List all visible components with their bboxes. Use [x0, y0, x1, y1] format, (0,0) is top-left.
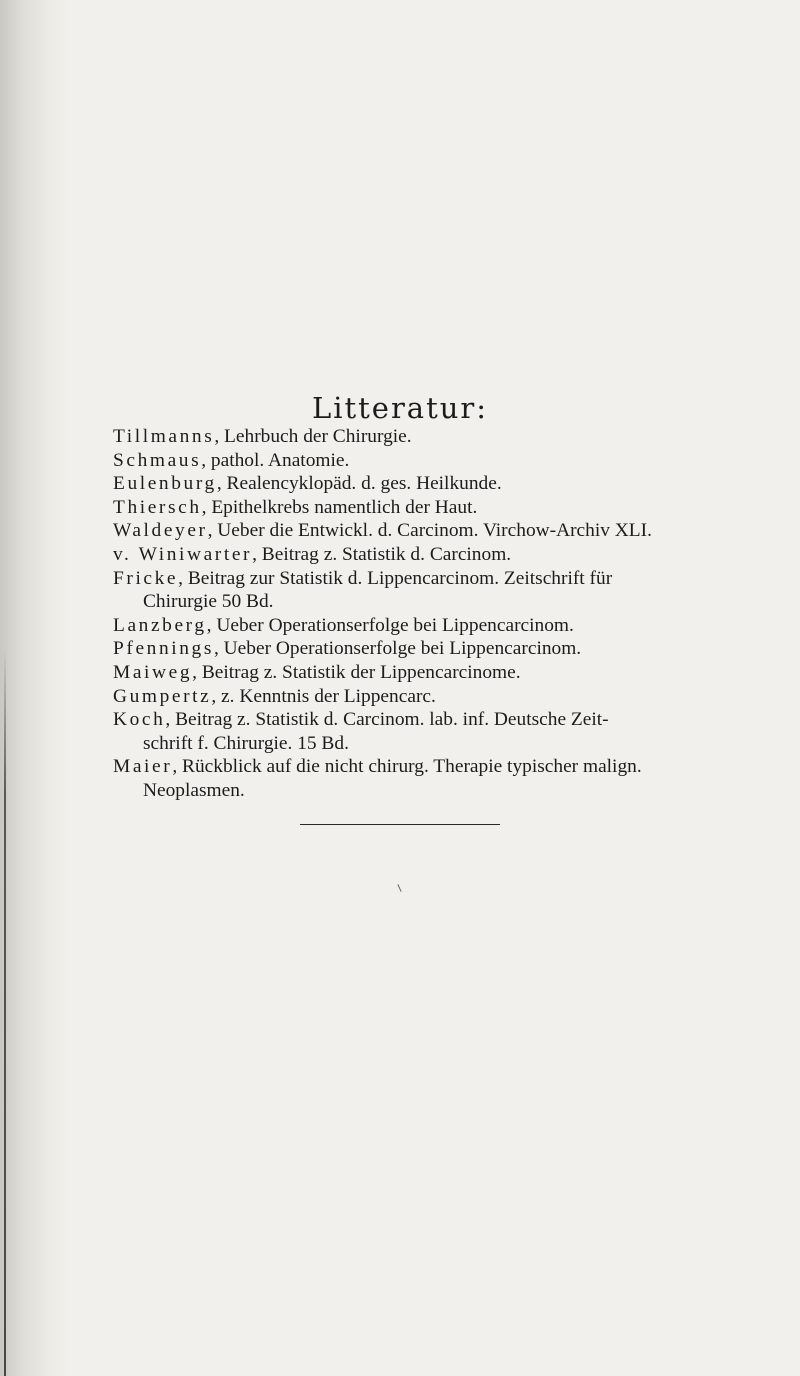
reference-item — [113, 567, 713, 614]
reference-author: Schmaus — [113, 449, 202, 471]
reference-author: v. Winiwarter — [113, 543, 253, 565]
page-edge-shadow — [0, 0, 70, 1376]
reference-text: , Ueber Operationserfolge bei Lippencarcinom. — [206, 614, 574, 636]
page-title: Litteratur: — [311, 391, 489, 426]
reference-list — [113, 425, 713, 803]
reference-item — [113, 519, 713, 543]
binding-edge — [4, 650, 6, 1376]
reference-author: Fricke — [113, 567, 179, 589]
reference-author: Maiweg — [113, 661, 193, 683]
reference-author: Koch — [113, 709, 166, 731]
reference-author: Maier — [113, 756, 173, 778]
reference-item — [113, 425, 713, 449]
reference-text: , Rückblick auf die nicht chirurg. Therapie typischer malign. — [172, 756, 642, 778]
reference-text: , Realencyklopäd. d. ges. Heilkunde. — [216, 473, 502, 495]
reference-author: Gumpertz — [113, 685, 212, 707]
reference-continuation: schrift f. Chirurgie. 15 Bd. — [143, 732, 349, 754]
reference-item — [113, 685, 713, 709]
reference-author: Lanzberg — [113, 614, 207, 636]
reference-author: Pfennings — [113, 638, 214, 660]
reference-text: , Beitrag z. Statistik d. Carcinom. — [252, 543, 512, 565]
reference-author: Tillmanns — [113, 426, 215, 447]
reference-text: , Epithelkrebs namentlich der Haut. — [201, 496, 478, 518]
reference-text: , Ueber die Entwickl. d. Carcinom. Virchow-Archiv XLI. — [207, 520, 652, 542]
reference-author: Waldeyer — [113, 520, 208, 542]
reference-author: Thiersch — [113, 496, 202, 518]
reference-text: , Lehrbuch der Chirurgie. — [214, 426, 412, 447]
reference-text: , Beitrag z. Statistik d. Carcinom. lab. inf. Deutsche Zeit- — [165, 709, 609, 731]
reference-item — [113, 614, 713, 638]
reference-continuation: Neoplasmen. — [143, 779, 245, 801]
reference-text: , Beitrag zur Statistik d. Lippencarcinom. Zeitschrift für — [178, 567, 613, 589]
reference-text: , Ueber Operationserfolge bei Lippencarcinom. — [213, 638, 582, 660]
reference-item — [113, 637, 713, 661]
reference-author: Eulenburg — [113, 473, 217, 495]
reference-item — [113, 708, 713, 755]
closing-rule — [300, 824, 500, 825]
reference-text: , Beitrag z. Statistik der Lippencarcinome. — [192, 661, 521, 683]
print-speck — [397, 884, 401, 892]
reference-item — [113, 496, 713, 520]
reference-item — [113, 661, 713, 685]
reference-text: , pathol. Anatomie. — [201, 449, 350, 471]
reference-item — [113, 755, 713, 802]
reference-text: , z. Kenntnis der Lippencarc. — [211, 685, 436, 707]
reference-item — [113, 449, 713, 473]
reference-continuation: Chirurgie 50 Bd. — [143, 591, 274, 613]
reference-item — [113, 472, 713, 496]
reference-item — [113, 543, 713, 567]
